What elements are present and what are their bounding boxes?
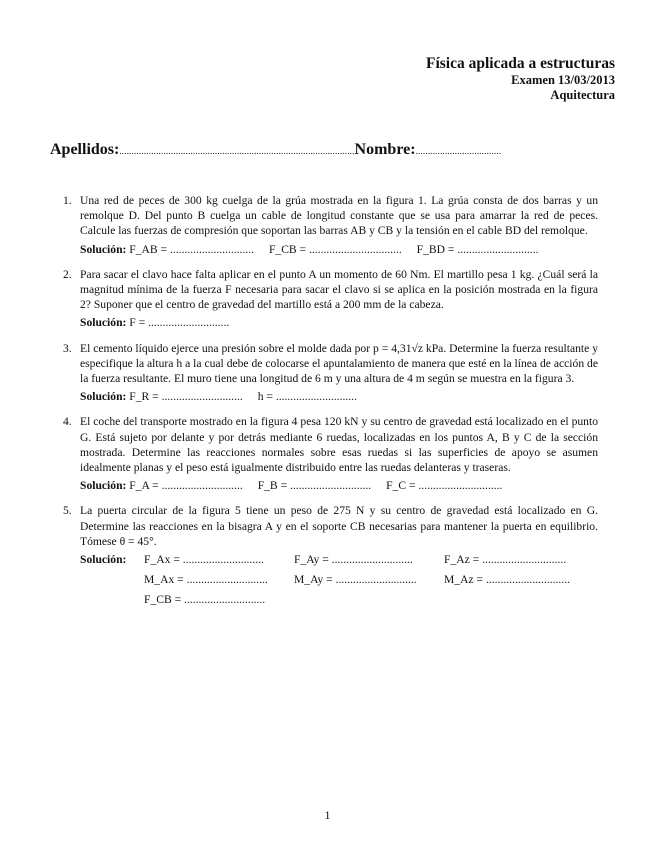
problem-number: 5. (63, 504, 72, 518)
solution-line (80, 315, 598, 330)
solution-label: Solución: (80, 553, 127, 567)
solution-label: Solución: (80, 479, 127, 493)
answer-field: h = ............................ (257, 390, 357, 404)
problem-number: 4. (63, 415, 72, 429)
problem-item (63, 414, 598, 493)
answer-field: F_A = ............................ (129, 479, 243, 493)
problem-number: 2. (63, 267, 72, 281)
solution-line (80, 242, 598, 257)
answer-field: F_C = ............................. (386, 479, 503, 493)
problem-statement: La puerta circular de la figura 5 tiene un peso de 275 N y su centro de gravedad está localizado en G. Determine las reacciones en la bisagra A y en el soporte CB necesarias para mantener la puerta en equilibrio. Tómese θ = 45°. (80, 504, 598, 548)
answer-field: F_BD = ............................ (416, 242, 539, 256)
problem-item (63, 267, 598, 331)
exam-header (426, 54, 615, 103)
answer-field: F_AB = ............................. (129, 242, 255, 256)
answer-field: F_R = ............................ (129, 390, 243, 404)
solution-label: Solución: (80, 316, 127, 330)
problem-statement: Para sacar el clavo hace falta aplicar en el punto A un momento de 60 Nm. El martillo pesa 1 kg. ¿Cuál será la magnitud mínima de la fuerza F necesaria para sacar el clavo si se aplica en la posición mostrada en la figura 2? Suponer que el centro de gravedad del martillo está a 200 mm de la cabeza. (80, 267, 598, 312)
problem-number: 3. (63, 341, 72, 355)
solution-grid (80, 552, 598, 608)
surname-label: Apellidos: (50, 141, 120, 158)
problem-list (63, 193, 598, 618)
answer-field: M_Ax = ............................ (144, 573, 268, 587)
answer-field: F = ............................ (129, 316, 230, 330)
exam-date: Examen 13/03/2013 (511, 73, 615, 87)
problem-item (63, 341, 598, 405)
student-name-row (50, 141, 501, 159)
answer-field: F_Ax = ............................ (144, 553, 264, 567)
solution-line (80, 389, 598, 404)
solution-label: Solución: (80, 390, 127, 404)
answer-field: F_Az = ............................. (444, 553, 567, 567)
answer-field: M_Ay = ............................ (294, 573, 417, 587)
page-number: 1 (324, 808, 331, 822)
problem-number: 1. (63, 194, 72, 207)
problem-item (63, 193, 598, 257)
answer-field: F_CB = ............................ (144, 593, 266, 607)
surname-blank: ................................................................................................ (119, 146, 355, 156)
answer-field: M_Az = ............................. (444, 573, 571, 587)
problem-statement: El coche del transporte mostrado en la figura 4 pesa 120 kN y su centro de gravedad está localizado en el punto G. Está sujeto por delante y por detrás mediante 6 ruedas, localizadas en los puntos A, B y C de la sección mostrada. Determine las reacciones normales sobre esas ruedas si las superficies de apoyo se asumen idealmente planas y el peso está igualmente distribuido entre las ruedas delanteras y traseras. (80, 415, 598, 475)
name-blank: ................................... (415, 146, 502, 156)
answer-field: F_CB = ................................ (268, 242, 402, 256)
problem-statement: Una red de peces de 300 kg cuelga de la grúa mostrada en la figura 1. La grúa consta de dos barras y un remolque D. Del punto B cuelga un cable de longitud constante que se usa para amarrar la red de peces. Calcule las fuerzas de compresión que soportan las barras AB y CB y la tensión en el cable BD del remolque. (80, 194, 598, 238)
answer-field: F_Ay = ............................ (294, 553, 413, 567)
solution-label: Solución: (80, 242, 127, 256)
name-label: Nombre: (354, 141, 416, 158)
course-title: Física aplicada a estructuras (426, 55, 615, 72)
problem-item (63, 503, 598, 607)
answer-field: F_B = ............................ (257, 479, 372, 493)
solution-line (80, 478, 598, 493)
degree-name: Aquitectura (550, 88, 615, 102)
problem-statement: El cemento líquido ejerce una presión sobre el molde dada por p = 4,31√z kPa. Determine la fuerza resultante y especifique la altura h a la cual debe de colocarse el apuntalamiento de manera que esté en la línea de acción de la fuerza resultante. El muro tiene una longitud de 6 m y una altura de 4 m según se muestra en la figura 3. (80, 341, 598, 386)
